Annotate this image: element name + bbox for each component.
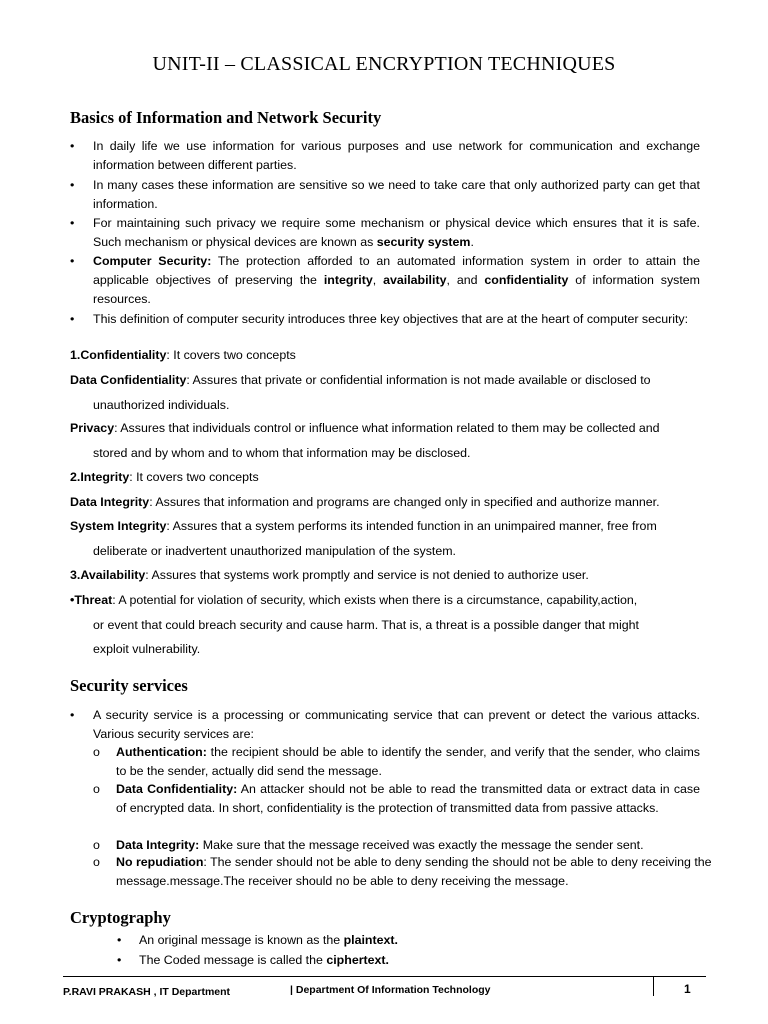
bullet-icon: • [70,254,75,268]
bullet-text: In many cases these information are sensitive so we need to take care that only authorized party can get that information. [93,178,700,211]
bullet-item [70,310,700,329]
bullet-text: For maintaining such privacy we require some mechanism or physical device which ensures that it is safe. Such mechanism or physical devices are known as security system. [93,216,700,249]
bullet-icon: • [70,178,75,192]
bullet-icon: • [70,216,75,230]
section-heading-basics: Basics of Information and Network Security [70,108,382,127]
bullet-text: This definition of computer security introduces three key objectives that are at the heart of computer security: [93,312,689,326]
privacy-paragraph: Privacy: Assures that individuals control or influence what information related to them may be collected and stored and by whom and to whom that information may be disclosed. [70,421,660,460]
bullet-icon: • [70,708,75,722]
data-confidentiality-paragraph: Data Confidentiality: Assures that private or confidential information is not made available or disclosed to unauthorized individuals. [70,373,651,412]
data-integrity-paragraph: Data Integrity: Assures that information and programs are changed only in specified and authorize manner. [70,495,660,509]
service-item-no-repudiation: o No repudiation: The sender should not be able to deny sending the should not be able to deny receiving the message.message.The receiver should no be able to deny receiving the message. [93,855,712,888]
circle-bullet-icon: o [93,855,100,869]
footer-divider [653,976,654,996]
bullet-item [70,214,700,252]
footer-author: P.RAVI PRAKASH , IT Department [63,986,231,998]
bullet-item [70,176,700,214]
circle-bullet-icon: o [93,745,100,759]
bullet-icon: • [117,953,122,967]
availability-paragraph: 3.Availability: Assures that systems work promptly and service is not denied to authorize user. [70,568,589,582]
threat-paragraph: •Threat: A potential for violation of security, which exists when there is a circumstance, capability,action, or event that could breach security and cause harm. That is, a threat is a possible danger that might exploit vulnerability. [70,593,639,656]
bullet-text: A security service is a processing or communicating service that can prevent or detect the various attacks. Various security services are: [93,708,700,741]
bullet-icon: • [70,312,75,326]
page-number: 1 [684,982,691,996]
section-heading-cryptography: Cryptography [70,908,171,927]
bullet-item [70,137,700,175]
service-item-data-integrity: o Data Integrity: Make sure that the message received was exactly the message the sender sent. [93,836,700,855]
footer-rule [63,976,706,977]
bullet-item [70,252,700,309]
bullet-icon: • [70,139,75,153]
integrity-heading: 2.Integrity: It covers two concepts [70,470,259,484]
circle-bullet-icon: o [93,782,100,796]
circle-bullet-icon: o [93,838,100,852]
page-title: UNIT-II – CLASSICAL ENCRYPTION TECHNIQUES [152,53,616,75]
cryptography-item: • An original message is known as the plaintext. [117,931,677,950]
footer-department: | Department Of Information Technology [290,984,491,996]
bullet-text: In daily life we use information for various purposes and use network for communication and exchange information between different parties. [93,139,700,172]
service-item-authentication: o Authentication: the recipient should be able to identify the sender, and verify that the sender, who claims to be the sender, actually did send the message. [93,745,700,778]
confidentiality-heading: 1.Confidentiality: It covers two concepts [70,348,296,362]
bullet-item [70,706,700,744]
system-integrity-paragraph: System Integrity: Assures that a system performs its intended function in an unimpaired manner, free from deliberate or inadvertent unauthorized manipulation of the system. [70,519,657,558]
bullet-icon: • [117,933,122,947]
section-heading-security-services: Security services [70,676,188,695]
cryptography-item: • The Coded message is called the ciphertext. [117,951,677,970]
service-item-data-confidentiality: o Data Confidentiality: An attacker should not be able to read the transmitted data or extract data in case of encrypted data. In short, confidentiality is the protection of transmitted data from passive attacks. [93,782,700,815]
bullet-text: Computer Security: The protection afforded to an automated information system in order to attain the applicable objectives of preserving the integrity, availability, and confidentiality of information system resources. [93,254,700,306]
